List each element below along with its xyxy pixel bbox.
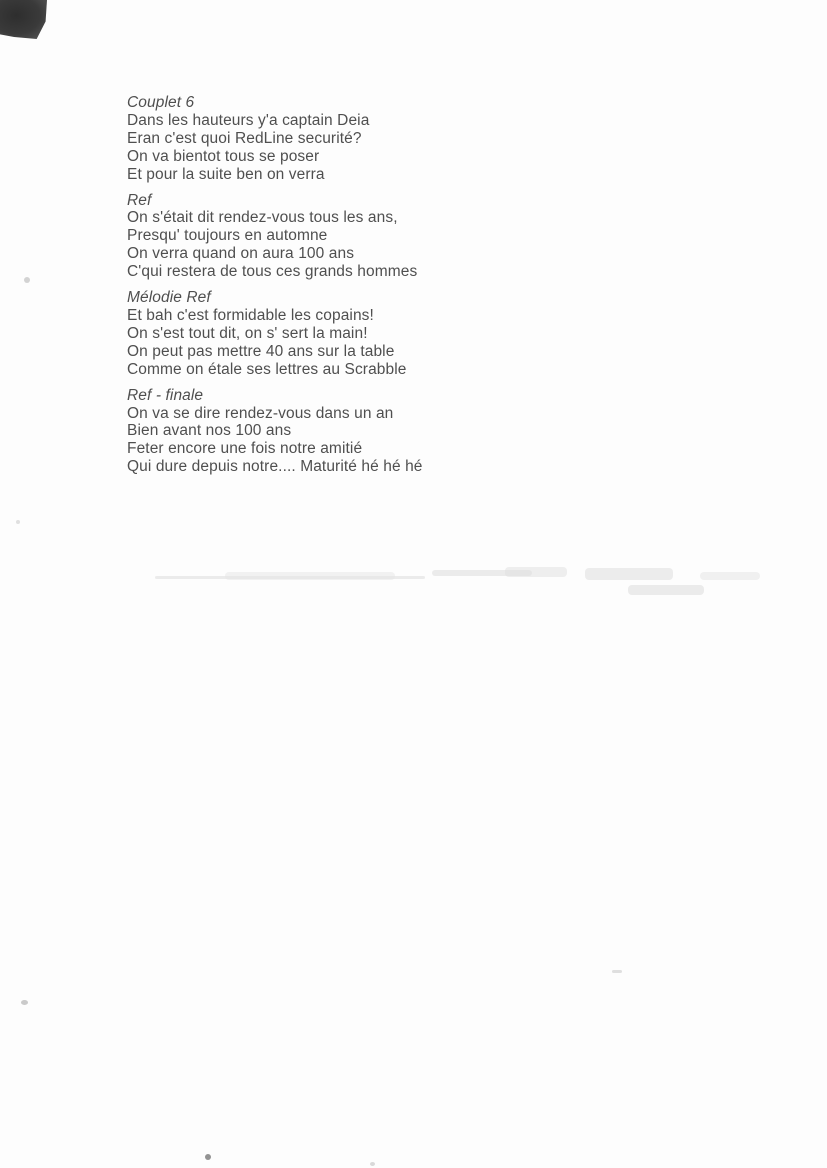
section-heading: Ref - finale [127,386,204,404]
scan-smudge [225,572,395,580]
lyrics-section [127,387,423,477]
lyric-line: On verra quand on aura 100 ans [127,245,355,263]
lyric-line: Feter encore une fois notre amitié [127,440,363,458]
scan-speck [370,1162,375,1166]
lyric-line: On s'est tout dit, on s' sert la main! [127,324,368,342]
lyric-line: On peut pas mettre 40 ans sur la table [127,342,395,360]
lyric-line: Qui dure depuis notre.... Maturité hé hé hé [127,458,423,476]
lyric-line: Et pour la suite ben on verra [127,165,325,183]
lyrics-section [127,192,423,282]
lyric-line: On va bientot tous se poser [127,147,320,165]
scan-smudge [628,585,704,595]
lyrics-section [127,289,423,379]
lyrics-section [127,94,423,184]
lyrics-content [127,94,423,484]
lyric-line: On s'était dit rendez-vous tous les ans, [127,209,398,227]
lyric-line: C'qui restera de tous ces grands hommes [127,263,418,281]
scan-speck [21,1000,28,1005]
section-heading: Mélodie Ref [127,289,211,307]
scan-corner-artifact [0,0,47,39]
scan-speck [16,520,20,524]
lyric-line: Eran c'est quoi RedLine securité? [127,129,362,147]
section-heading: Ref [127,191,152,209]
lyric-line: Bien avant nos 100 ans [127,422,292,440]
scan-smudge [700,572,760,580]
lyric-line: Et bah c'est formidable les copains! [127,306,374,324]
lyric-line: Comme on étale ses lettres au Scrabble [127,360,407,378]
lyric-line: On va se dire rendez-vous dans un an [127,404,394,422]
lyric-line: Presqu' toujours en automne [127,227,328,245]
section-heading: Couplet 6 [127,94,195,111]
scan-speck [205,1154,211,1160]
lyric-line: Dans les hauteurs y'a captain Deia [127,111,370,129]
scan-smudge [585,568,673,580]
scan-speck [612,970,622,973]
scan-smudge [505,567,567,577]
scan-speck [24,277,30,283]
